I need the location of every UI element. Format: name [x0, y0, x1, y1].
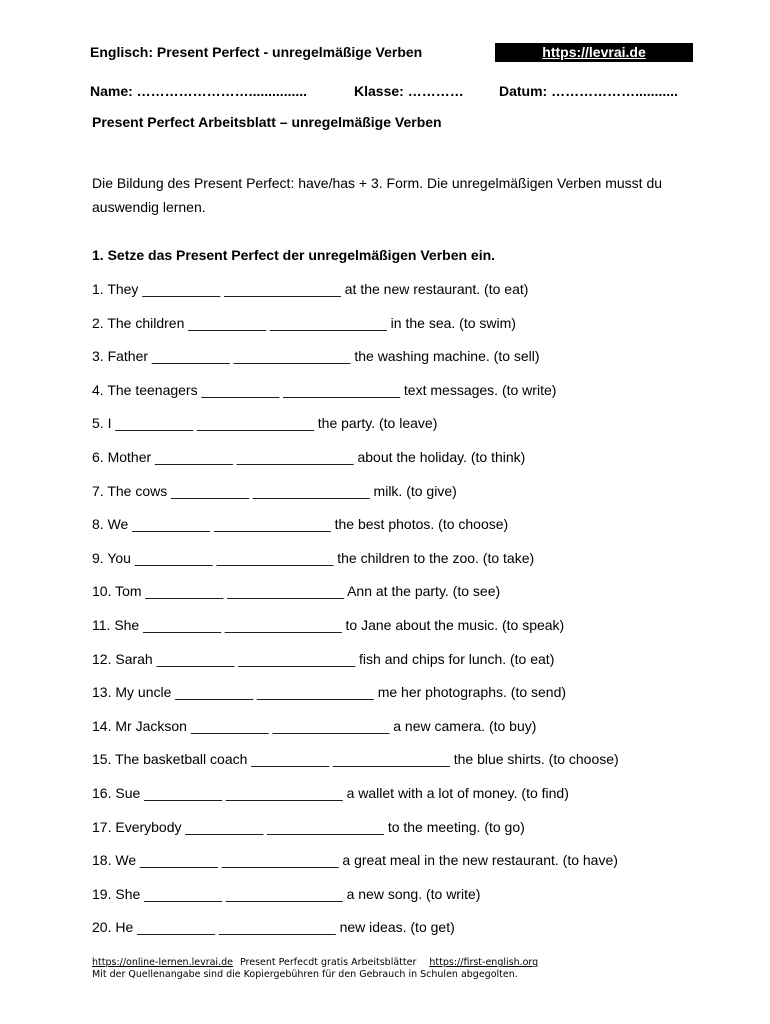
exercise-item: 2. The children __________ _______________ in the sea. (to swim): [92, 314, 516, 331]
exercise-item: 10. Tom __________ _______________ Ann at the party. (to see): [92, 583, 501, 600]
exercise-item: 3. Father __________ _______________ the washing machine. (to sell): [92, 348, 540, 365]
footer-middle-text: Present Perfecdt gratis Arbeitsblätter: [240, 957, 417, 968]
exercise-item: 15. The basketball coach __________ _______________ the blue shirts. (to choose): [92, 751, 619, 768]
exercise-item: 6. Mother __________ _______________ about the holiday. (to think): [92, 448, 526, 465]
exercise-item: 5. I __________ _______________ the party. (to leave): [92, 415, 438, 432]
footer-notice: Mit der Quellenangabe sind die Kopiergebühren für den Gebrauch in Schulen abgegolten.: [92, 969, 518, 980]
header-url-link[interactable]: https://levrai.de: [495, 43, 693, 62]
exercise-item: 7. The cows __________ _______________ milk. (to give): [92, 482, 457, 499]
exercise-item: 18. We __________ _______________ a great meal in the new restaurant. (to have): [92, 852, 618, 869]
footer-link-first-english[interactable]: https://first-english.org: [429, 957, 539, 968]
exercise-item: 4. The teenagers __________ _______________ text messages. (to write): [92, 381, 557, 398]
worksheet-header-title: Englisch: Present Perfect - unregelmäßige Verben: [90, 44, 423, 60]
exercise-item: 9. You __________ _______________ the children to the zoo. (to take): [92, 549, 535, 566]
exercise-item: 8. We __________ _______________ the best photos. (to choose): [92, 516, 509, 533]
exercise-item: 11. She __________ _______________ to Jane about the music. (to speak): [92, 616, 565, 633]
class-field-label: Klasse: …………: [354, 83, 464, 99]
exercise-item: 14. Mr Jackson __________ _______________ a new camera. (to buy): [92, 717, 537, 734]
footer-line: [92, 957, 538, 968]
exercise-item: 13. My uncle __________ _______________ me her photographs. (to send): [92, 684, 567, 701]
intro-text: Die Bildung des Present Perfect: have/has + 3. Form. Die unregelmäßigen Verben musst du auswendig lernen.: [92, 175, 663, 215]
exercise-item: 12. Sarah __________ _______________ fish and chips for lunch. (to eat): [92, 650, 555, 667]
footer-link-online-lernen[interactable]: https://online-lernen.levrai.de: [92, 957, 233, 968]
exercise-item: 1. They __________ _______________ at the new restaurant. (to eat): [92, 281, 529, 297]
exercise-item: 20. He __________ _______________ new ideas. (to get): [92, 919, 455, 936]
exercise-item: 17. Everybody __________ _______________ to the meeting. (to go): [92, 818, 525, 835]
date-field-label: Datum: ………………...........: [499, 83, 678, 99]
name-field-label: Name: ……………………...............: [90, 83, 308, 99]
exercise-list: [92, 281, 619, 953]
exercise-item: 19. She __________ _______________ a new song. (to write): [92, 885, 481, 902]
task-heading: 1. Setze das Present Perfect der unregelmäßigen Verben ein.: [92, 247, 496, 263]
exercise-item: 16. Sue __________ _______________ a wallet with a lot of money. (to find): [92, 784, 569, 801]
sheet-title: Present Perfect Arbeitsblatt – unregelmäßige Verben: [92, 114, 442, 130]
